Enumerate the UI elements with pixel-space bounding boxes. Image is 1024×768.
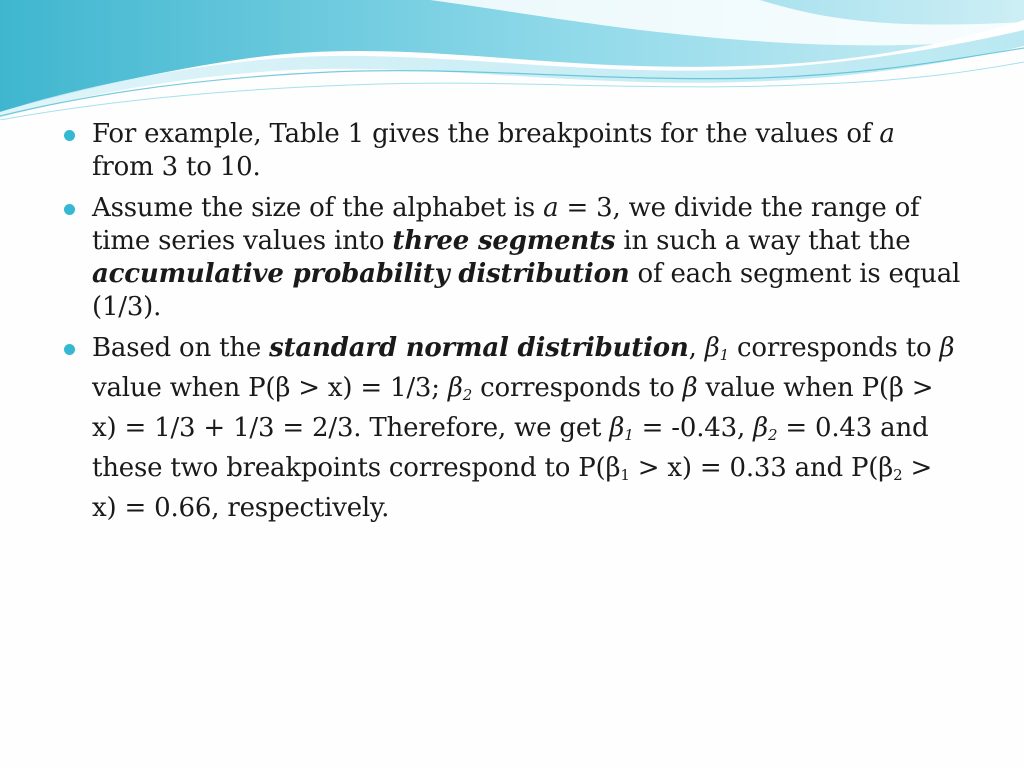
bullet-item — [62, 192, 962, 324]
beta-symbol: β — [753, 413, 768, 443]
bullet-text: Based on the — [92, 333, 270, 363]
bullet-text: corresponds to — [472, 373, 683, 403]
bullet-text: value when P(β > x) = 1/3; — [92, 373, 448, 403]
beta-symbol: β — [609, 413, 625, 443]
bullet-item — [62, 118, 962, 184]
bullet-text: = -0.43, — [633, 413, 754, 443]
bullet-text: = 0.43 and these two breakpoints correspond to P(β — [92, 413, 929, 483]
beta-symbol: β — [447, 373, 463, 403]
beta-symbol: β — [939, 333, 955, 363]
header-wave-decoration — [0, 0, 1024, 120]
bullet-text: For example, Table 1 gives the breakpoints for the values of — [92, 119, 880, 149]
bullet-item — [62, 332, 962, 525]
beta-subscript: 1 — [719, 346, 729, 364]
bullet-dot-icon — [64, 130, 75, 141]
bullet-text: = 3, we divide the range of time series values into — [92, 193, 920, 256]
bullet-dot-icon — [64, 204, 75, 215]
variable-a: a — [879, 119, 895, 149]
bullet-text: , — [688, 333, 705, 363]
beta-subscript: 2 — [767, 426, 778, 444]
bullet-text: > x) = 0.66, respectively. — [92, 453, 933, 523]
beta-subscript: 1 — [620, 466, 630, 484]
bullet-text: corresponds to — [728, 333, 940, 363]
beta-subscript: 1 — [624, 426, 634, 444]
beta-subscript: 2 — [893, 466, 903, 484]
beta-subscript: 2 — [462, 386, 473, 404]
bullet-text: of each segment is equal (1/3). — [92, 259, 961, 322]
bullet-text: Assume the size of the alphabet is — [92, 193, 544, 223]
slide-content — [62, 118, 962, 533]
bullet-text: in such a way that the — [615, 226, 911, 256]
variable-a: a — [543, 193, 559, 223]
bullet-text: value when P(β > x) = 1/3 + 1/3 = 2/3. Therefore, we get — [92, 373, 934, 443]
emphasis-text: accumulative probability distribution — [92, 259, 630, 289]
emphasis-text: standard normal distribution — [269, 333, 689, 363]
bullet-dot-icon — [64, 344, 75, 355]
bullet-text: > x) = 0.33 and P(β — [629, 453, 894, 483]
beta-symbol: β — [682, 373, 698, 403]
beta-symbol: β — [704, 333, 720, 363]
emphasis-text: three segments — [392, 226, 616, 256]
bullet-text: from 3 to 10. — [92, 152, 261, 182]
